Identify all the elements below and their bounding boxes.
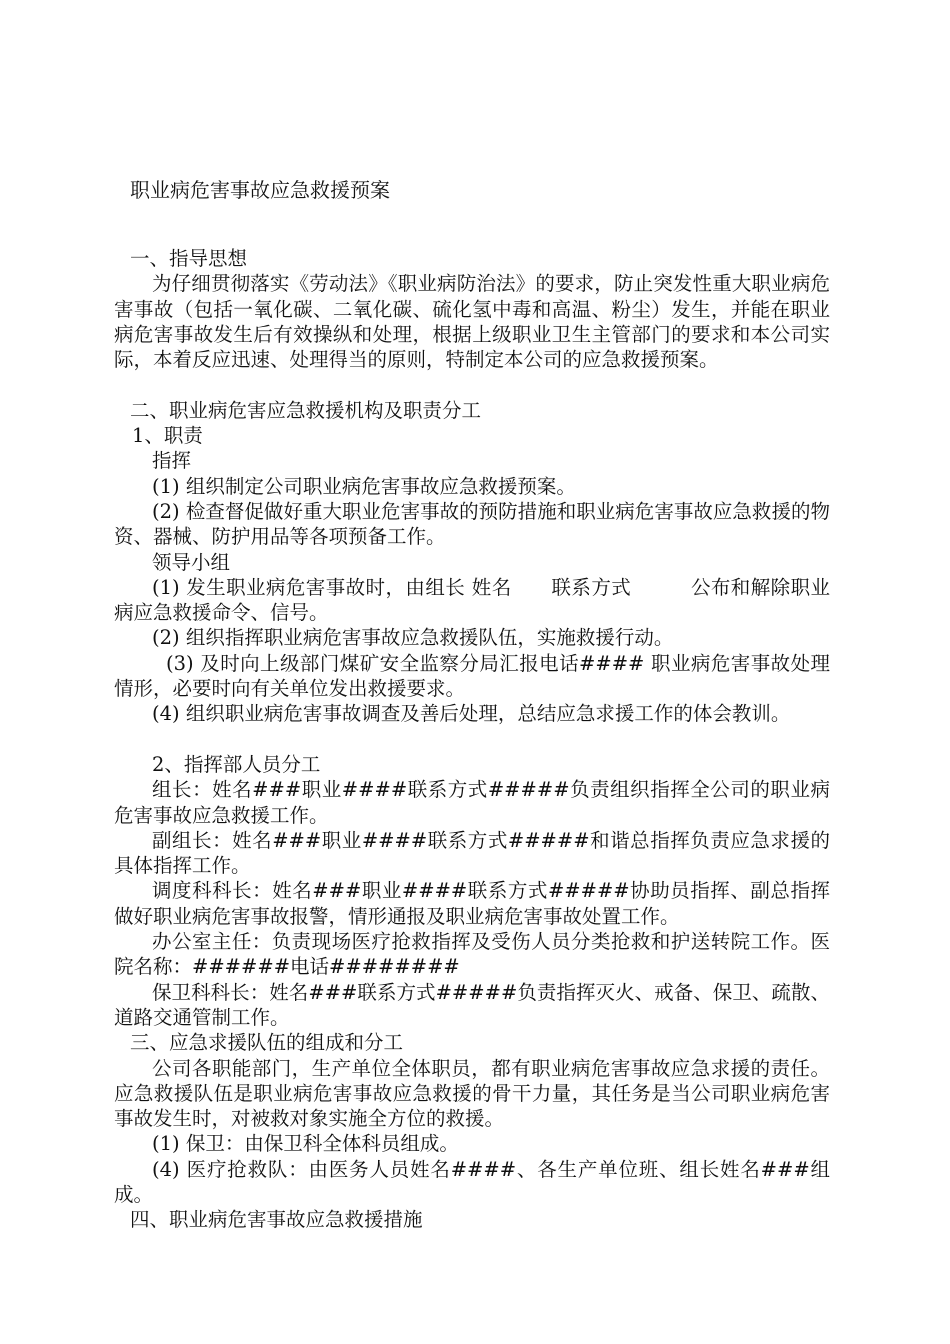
subheading-command: 指挥 — [152, 449, 192, 473]
document-body — [114, 246, 830, 1233]
staff-entry: 保卫科科长：姓名###联系方式#####负责指挥灭火、戒备、保卫、疏散、道路交通管制工作。 — [114, 980, 830, 1029]
list-item: (4) 医疗抢救队：由医务人员姓名####、各生产单位班、组长姓名###组成。 — [114, 1157, 830, 1206]
list-item: (4) 组织职业病危害事故调查及善后处理，总结应急求援工作的体会教训。 — [152, 702, 791, 726]
paragraph-teams: 公司各职能部门，生产单位全体职员，都有职业病危害事故应急求援的责任。应急救援队伍是职业病危害事故应急救援的骨干力量，其任务是当公司职业病危害事故发生时，对被救对象实施全方位的救援。 — [114, 1056, 830, 1131]
staff-entry: 副组长：姓名###职业####联系方式#####和谐总指挥负责应急求援的具体指挥工作。 — [114, 828, 830, 878]
subheading-duties: 1、职责 — [132, 424, 203, 448]
list-item: (3) 及时向上级部门煤矿安全监察分局汇报电话#### 职业病危害事故处理情形，必要时向有关单位发出救援要求。 — [114, 651, 830, 701]
list-item: (1) 组织制定公司职业病危害事故应急救援预案。 — [152, 474, 576, 498]
subheading-leader-group: 领导小组 — [152, 550, 231, 574]
paragraph-guiding: 为仔细贯彻落实《劳动法》《职业病防治法》的要求，防止突发性重大职业病危害事故（包括一氧化碳、二氧化碳、硫化氢中毒和高温、粉尘）发生，并能在职业病危害事故发生后有效操纵和处理，根据上级职业卫生主管部门的要求和本公司实际，本着反应迅速、处理得当的原则，特制定本公司的应急救援预案。 — [114, 272, 830, 372]
list-item: (2) 检查督促做好重大职业危害事故的预防措施和职业病危害事故应急救援的物资、器械、防护用品等各项预备工作。 — [114, 499, 830, 549]
section-heading-1: 一、指导思想 — [130, 247, 248, 270]
section-heading-3: 三、应急求援队伍的组成和分工 — [130, 1031, 404, 1055]
list-item: (1) 发生职业病危害事故时，由组长 姓名 联系方式 公布和解除职业病应急救援命令、信号。 — [114, 575, 830, 625]
section-heading-2: 二、职业病危害应急救援机构及职责分工 — [130, 398, 482, 422]
staff-entry: 组长：姓名###职业####联系方式#####负责组织指挥全公司的职业病危害事故应急救援工作。 — [114, 778, 830, 827]
list-item: (2) 组织指挥职业病危害事故应急救援队伍，实施救援行动。 — [152, 626, 674, 650]
document-title: 职业病危害事故应急救援预案 — [130, 178, 390, 202]
staff-entry: 调度科科长：姓名###职业####联系方式#####协助员指挥、副总指挥做好职业病危害事故报警，情形通报及职业病危害事故处置工作。 — [114, 879, 830, 928]
list-item: (1) 保卫：由保卫科全体科员组成。 — [152, 1132, 459, 1156]
section-heading-4: 四、职业病危害事故应急救援措施 — [130, 1208, 423, 1232]
subheading-staff-division: 2、指挥部人员分工 — [152, 752, 321, 776]
staff-entry: 办公室主任：负责现场医疗抢救指挥及受伤人员分类抢救和护送转院工作。医院名称：######电话######## — [114, 930, 830, 979]
